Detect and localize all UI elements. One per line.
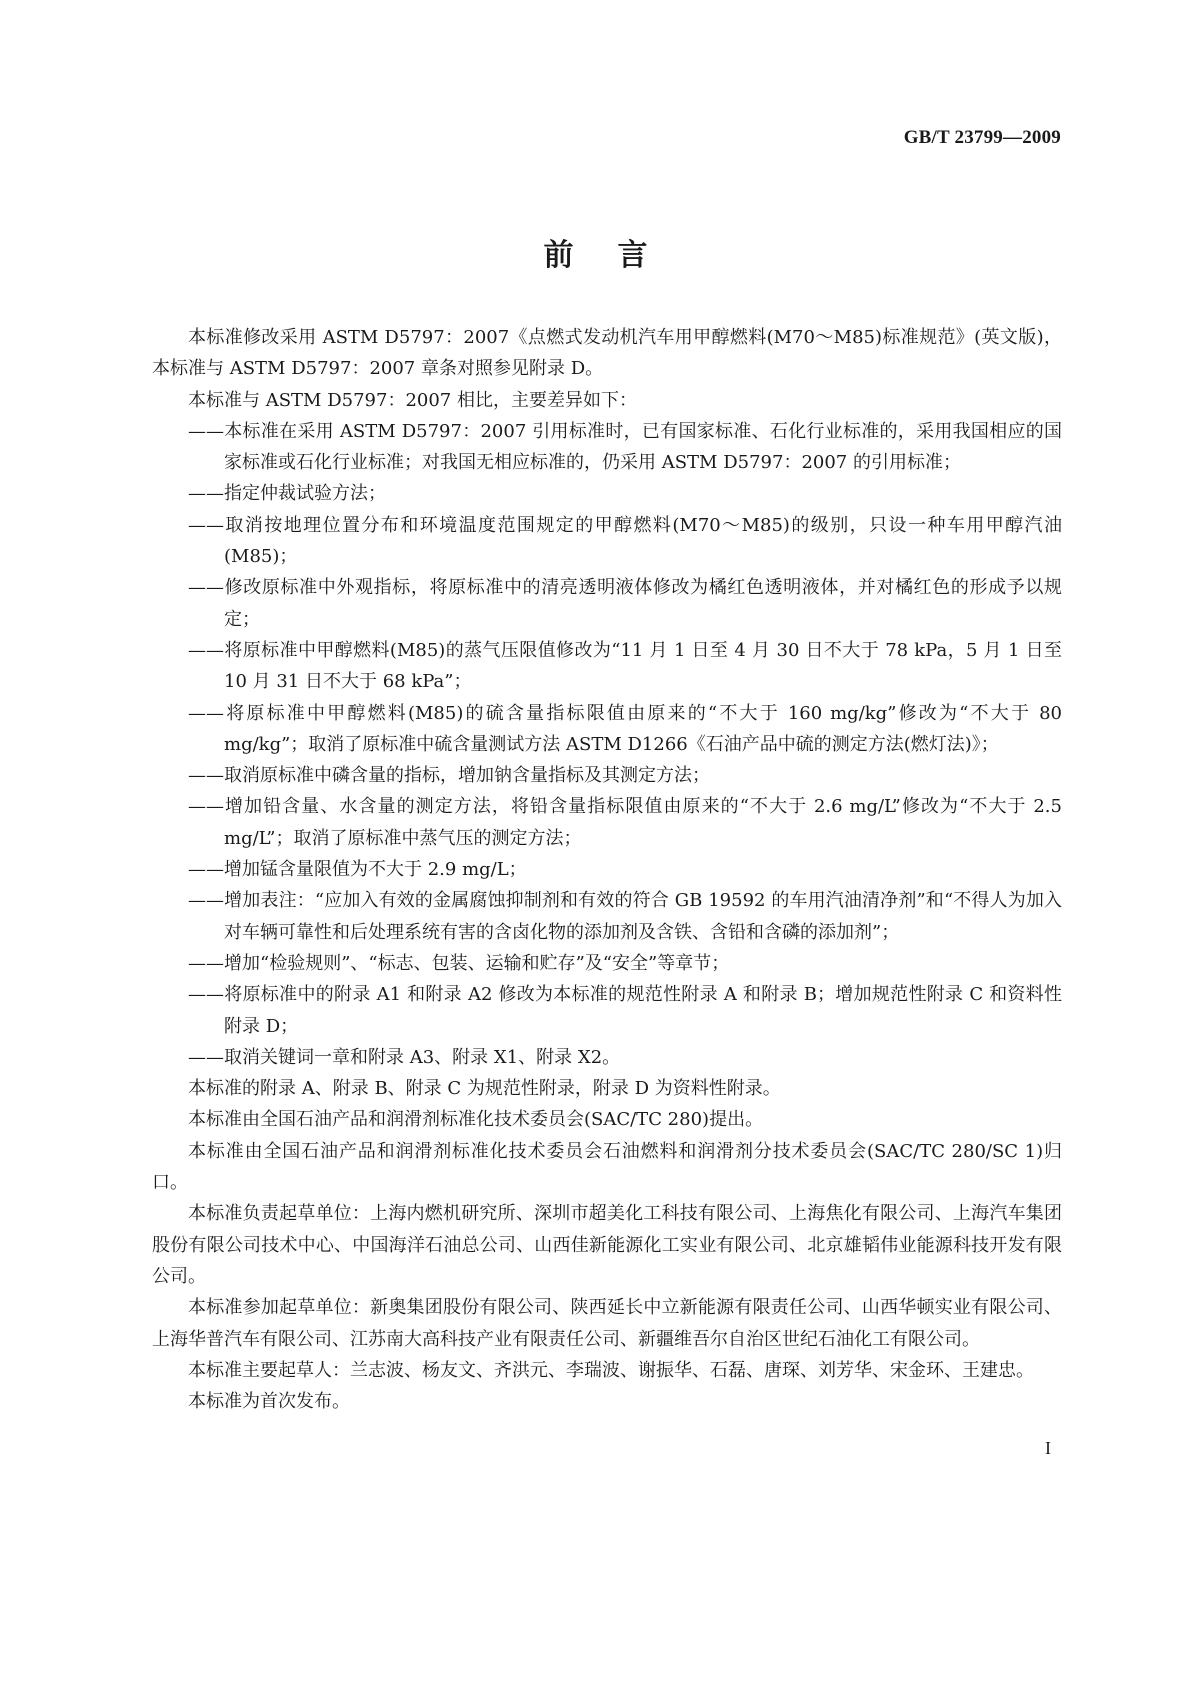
paragraph: 本标准与 ASTM D5797：2007 相比，主要差异如下： bbox=[188, 389, 637, 411]
paragraph: 本标准负责起草单位：上海内燃机研究所、深圳市超美化工科技有限公司、上海焦化有限公司、上海汽车集团股份有限公司技术中心、中国海洋石油总公司、山西佳新能源化工实业有限公司、北京雄韬伟业能源科技开发有限公司。 bbox=[152, 1203, 1062, 1287]
difference-item: ——取消按地理位置分布和环境温度范围规定的甲醇燃料(M70～M85)的级别，只设一种车用甲醇汽油(M85)； bbox=[188, 514, 1062, 568]
difference-item: ——增加铅含量、水含量的测定方法，将铅含量指标限值由原来的“不大于 2.6 mg/L”修改为“不大于 2.5 mg/L”；取消了原标准中蒸气压的测定方法； bbox=[188, 796, 1062, 849]
difference-item: ——将原标准中的附录 A1 和附录 A2 修改为本标准的规范性附录 A 和附录 B；增加规范性附录 C 和资料性附录 D； bbox=[188, 984, 1062, 1037]
standard-code: GB/T 23799—2009 bbox=[903, 127, 1061, 148]
paragraph: 本标准修改采用 ASTM D5797：2007《点燃式发动机汽车用甲醇燃料(M70～M85)标准规范》(英文版)，本标准与 ASTM D5797：2007 章条对照参见附录 D。 bbox=[152, 327, 1062, 380]
difference-item: ——取消原标准中磷含量的指标，增加钠含量指标及其测定方法； bbox=[188, 765, 710, 787]
paragraph: 本标准的附录 A、附录 B、附录 C 为规范性附录，附录 D 为资料性附录。 bbox=[188, 1078, 781, 1100]
difference-item: ——增加表注：“应加入有效的金属腐蚀抑制剂和有效的符合 GB 19592 的车用汽油清净剂”和“不得人为加入对车辆可靠性和后处理系统有害的含卤化物的添加剂及含铁、含铅和含磷的添加剂”； bbox=[188, 890, 1062, 943]
difference-item: ——将原标准中甲醇燃料(M85)的蒸气压限值修改为“11 月 1 日至 4 月 30 日不大于 78 kPa，5 月 1 日至 10 月 31 日不大于 68 kPa”； bbox=[188, 639, 1062, 693]
difference-item: ——修改原标准中外观指标，将原标准中的清亮透明液体修改为橘红色透明液体，并对橘红色的形成予以规定； bbox=[188, 577, 1062, 630]
difference-item: ——本标准在采用 ASTM D5797：2007 引用标准时，已有国家标准、石化行业标准的，采用我国相应的国家标准或石化行业标准；对我国无相应标准的，仍采用 ASTM D5797：2007 的引用标准； bbox=[188, 420, 1062, 474]
difference-item: ——将原标准中甲醇燃料(M85)的硫含量指标限值由原来的“不大于 160 mg/kg”修改为“不大于 80 mg/kg”；取消了原标准中硫含量测试方法 ASTM D1266《石油产品中硫的测定方法(燃灯法)》； bbox=[188, 702, 1062, 755]
difference-item: ——取消关键词一章和附录 A3、附录 X1、附录 X2。 bbox=[188, 1046, 621, 1068]
paragraph: 本标准参加起草单位：新奥集团股份有限公司、陕西延长中立新能源有限责任公司、山西华顿实业有限公司、上海华普汽车有限公司、江苏南大高科技产业有限责任公司、新疆维吾尔自治区世纪石油化工有限公司。 bbox=[152, 1297, 1062, 1350]
difference-item: ——增加“检验规则”、“标志、包装、运输和贮存”及“安全”等章节； bbox=[188, 952, 730, 974]
paragraph: 本标准由全国石油产品和润滑剂标准化技术委员会石油燃料和润滑剂分技术委员会(SAC/TC 280/SC 1)归口。 bbox=[152, 1140, 1062, 1194]
paragraph: 本标准为首次发布。 bbox=[188, 1391, 350, 1413]
paragraph: 本标准主要起草人：兰志波、杨友文、齐洪元、李瑞波、谢振华、石磊、唐琛、刘芳华、宋金环、王建忠。 bbox=[188, 1359, 1034, 1381]
foreword-body bbox=[152, 322, 1062, 1417]
page-number: I bbox=[1045, 1438, 1051, 1458]
difference-item: ——增加锰含量限值为不大于 2.9 mg/L； bbox=[188, 859, 527, 881]
paragraph: 本标准由全国石油产品和润滑剂标准化技术委员会(SAC/TC 280)提出。 bbox=[188, 1109, 764, 1131]
difference-item: ——指定仲裁试验方法； bbox=[188, 483, 386, 505]
page-title: 前言 bbox=[543, 238, 692, 273]
